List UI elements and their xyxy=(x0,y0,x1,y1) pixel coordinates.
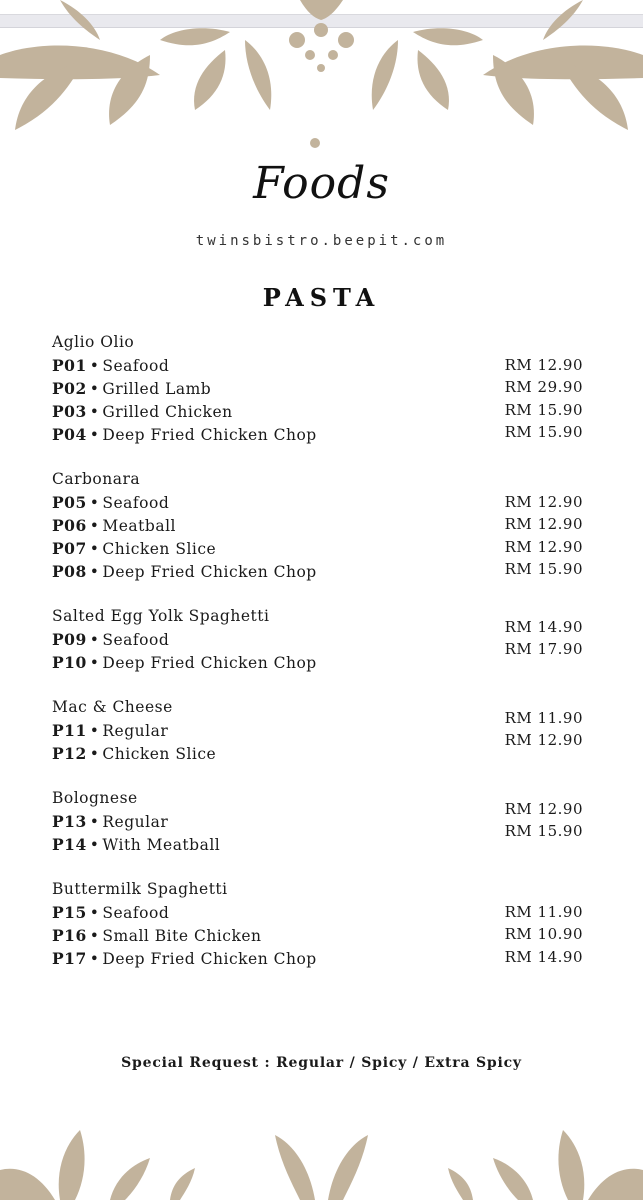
item-price: RM 10.90 xyxy=(504,925,583,944)
item-price: RM 15.90 xyxy=(504,822,583,841)
item-code: P04 xyxy=(52,425,87,444)
price-column xyxy=(505,491,583,580)
item-price: RM 15.90 xyxy=(504,400,583,419)
item-name: Grilled Lamb xyxy=(102,380,212,398)
item-price: RM 11.90 xyxy=(504,709,583,727)
bullet-separator: • xyxy=(89,403,100,421)
item-name: Deep Fried Chicken Chop xyxy=(102,426,317,444)
item-name: Seafood xyxy=(102,631,170,649)
item-code: P07 xyxy=(52,539,87,558)
item-price: RM 17.90 xyxy=(504,640,583,659)
group-name: Bolognese xyxy=(52,789,138,807)
group-name: Carbonara xyxy=(52,470,141,488)
item-code: P12 xyxy=(52,744,87,763)
item-price: RM 29.90 xyxy=(504,378,583,397)
item-name: Deep Fried Chicken Chop xyxy=(102,563,317,581)
item-code: P10 xyxy=(52,653,87,672)
bottom-floral-ornament xyxy=(0,1110,643,1200)
item-name: Grilled Chicken xyxy=(102,403,233,421)
group-name: Mac & Cheese xyxy=(52,698,173,716)
item-name: Chicken Slice xyxy=(102,540,217,558)
item-code: P16 xyxy=(52,926,87,945)
item-name: With Meatball xyxy=(102,836,221,854)
bullet-separator: • xyxy=(89,950,100,968)
item-name: Small Bite Chicken xyxy=(102,927,262,945)
item-code: P15 xyxy=(52,903,87,922)
section-heading: PASTA xyxy=(262,283,381,312)
item-code: P17 xyxy=(52,949,87,968)
item-price: RM 14.90 xyxy=(504,947,583,966)
bullet-separator: • xyxy=(89,357,100,375)
item-price: RM 12.90 xyxy=(504,493,583,511)
item-code: P08 xyxy=(52,562,87,581)
item-price: RM 12.90 xyxy=(504,731,583,750)
price-column xyxy=(505,616,583,661)
page-title: Foods xyxy=(253,158,390,209)
item-code: P06 xyxy=(52,516,87,535)
bullet-separator: • xyxy=(89,836,100,854)
item-name: Regular xyxy=(102,813,169,831)
item-price: RM 14.90 xyxy=(504,618,583,636)
menu-group xyxy=(52,787,587,856)
bullet-separator: • xyxy=(89,722,100,740)
menu-group xyxy=(52,468,587,583)
item-name: Seafood xyxy=(102,494,170,512)
menu-group xyxy=(52,331,587,446)
item-name: Chicken Slice xyxy=(102,745,217,763)
price-column xyxy=(505,798,583,843)
item-name: Deep Fried Chicken Chop xyxy=(102,654,317,672)
item-name: Seafood xyxy=(102,357,170,375)
bullet-separator: • xyxy=(89,654,100,672)
item-code: P11 xyxy=(52,721,87,740)
item-price: RM 12.90 xyxy=(504,356,583,374)
menu-group xyxy=(52,696,587,765)
website-url: twinsbistro.beepit.com xyxy=(195,233,448,249)
item-price: RM 12.90 xyxy=(504,800,583,818)
group-name: Buttermilk Spaghetti xyxy=(52,880,228,898)
item-code: P03 xyxy=(52,402,87,421)
bullet-separator: • xyxy=(89,927,100,945)
bullet-separator: • xyxy=(89,517,100,535)
special-request-note: Special Request : Regular / Spicy / Extra Spicy xyxy=(121,1055,522,1071)
bullet-separator: • xyxy=(89,631,100,649)
top-floral-ornament xyxy=(0,0,643,160)
menu-group xyxy=(52,605,587,674)
item-code: P09 xyxy=(52,630,87,649)
item-price: RM 11.90 xyxy=(504,903,583,921)
bullet-separator: • xyxy=(89,540,100,558)
menu-group xyxy=(52,878,587,970)
item-name: Meatball xyxy=(102,517,176,535)
bullet-separator: • xyxy=(89,426,100,444)
bullet-separator: • xyxy=(89,494,100,512)
bullet-separator: • xyxy=(89,904,100,922)
item-price: RM 15.90 xyxy=(504,559,583,578)
price-column xyxy=(505,901,583,968)
item-name: Regular xyxy=(102,722,169,740)
price-column xyxy=(505,707,583,752)
bullet-separator: • xyxy=(89,813,100,831)
item-code: P14 xyxy=(52,835,87,854)
item-code: P05 xyxy=(52,493,87,512)
bullet-separator: • xyxy=(89,563,100,581)
bullet-separator: • xyxy=(89,380,100,398)
menu-list xyxy=(52,331,587,992)
item-price: RM 15.90 xyxy=(504,422,583,441)
item-price: RM 12.90 xyxy=(504,515,583,534)
item-code: P13 xyxy=(52,812,87,831)
item-name: Deep Fried Chicken Chop xyxy=(102,950,317,968)
bullet-separator: • xyxy=(89,745,100,763)
item-code: P01 xyxy=(52,356,87,375)
item-code: P02 xyxy=(52,379,87,398)
item-price: RM 12.90 xyxy=(504,537,583,556)
price-column xyxy=(505,354,583,443)
group-name: Salted Egg Yolk Spaghetti xyxy=(52,607,270,625)
item-name: Seafood xyxy=(102,904,170,922)
group-name: Aglio Olio xyxy=(52,333,135,351)
